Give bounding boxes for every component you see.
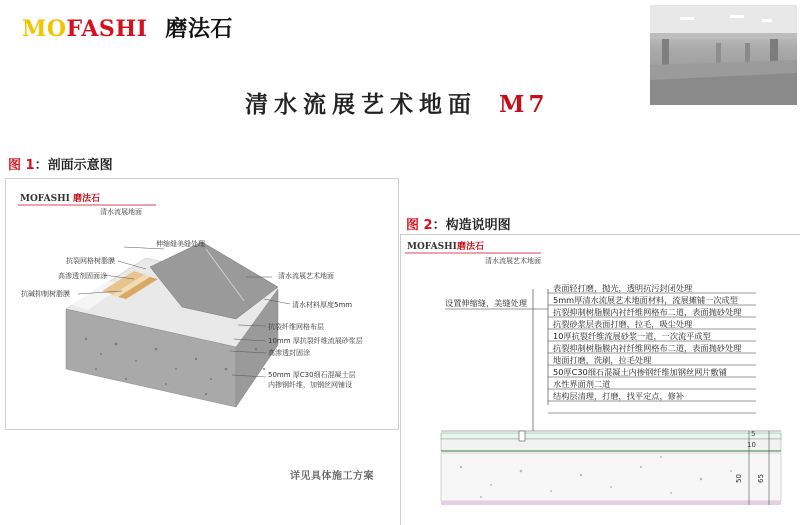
fig1-label bbox=[8, 154, 113, 173]
callout-thickness: 清水材料厚度5mm bbox=[292, 301, 353, 309]
callout-sealer: 高渗透剂固面涂 bbox=[58, 272, 107, 280]
layer-4: 抗裂砂浆层表面打磨，拉毛，吸尘处理 bbox=[553, 319, 693, 329]
fig1-label-text: ：剖面示意图 bbox=[34, 158, 113, 173]
dim-5: 5 bbox=[751, 430, 756, 438]
product-code: M7 bbox=[499, 91, 549, 118]
layer-2: 5mm厚清水流展艺术地面材料，流展摊铺一次成型 bbox=[553, 295, 738, 305]
fig2-label-text: ：构造说明图 bbox=[432, 218, 511, 233]
fig1-subtitle: 清水流展地面 bbox=[100, 208, 142, 216]
layer-8: 50厚C30细石混凝土内掺钢纤维加钢丝网片敷铺 bbox=[553, 367, 727, 377]
fig1-label-number: 图 1 bbox=[8, 158, 35, 173]
brand-fashi: FASHI bbox=[66, 16, 148, 42]
layer-10: 结构层清理，打磨，找平定点，修补 bbox=[553, 391, 685, 401]
dim-10: 10 bbox=[747, 441, 756, 449]
layer-9: 水性界面剂二道 bbox=[553, 379, 611, 389]
callout-penetrant: 高渗透封固涂 bbox=[268, 349, 310, 357]
fig1-brand-en: MOFASHI bbox=[20, 194, 70, 204]
brand-chinese: 磨法石 bbox=[165, 17, 233, 42]
brand-mo: MO bbox=[22, 16, 67, 42]
callout-resin-mesh: 抗裂网格树脂膜 bbox=[66, 257, 115, 265]
callout-base-1: 50mm 厚C30细石混凝土层 bbox=[268, 371, 356, 379]
callout-surface: 清水流展艺术地面 bbox=[278, 272, 334, 280]
fig2-label bbox=[406, 214, 511, 233]
callout-mesh-layer: 抗裂纤维网格布层 bbox=[268, 323, 324, 331]
page-title bbox=[245, 86, 548, 119]
dim-65: 65 bbox=[757, 474, 765, 483]
layer-5: 10厚抗裂纤维流展砂浆一道，一次流平成型 bbox=[553, 331, 711, 341]
fig1-brand-cn: 磨法石 bbox=[73, 194, 101, 204]
fig2-brand-en: MOFASHI bbox=[407, 242, 457, 252]
brand-logo bbox=[22, 12, 233, 43]
section-diagram bbox=[5, 178, 399, 430]
construction-diagram bbox=[400, 234, 800, 525]
dim-50: 50 bbox=[735, 474, 743, 483]
fig2-subtitle: 清水流展艺术地面 bbox=[485, 257, 541, 265]
callout-joint: 伸缩缝美缝处理 bbox=[156, 240, 205, 248]
callout-base-2: 内掺钢纤维，加钢丝网铺设 bbox=[268, 381, 352, 389]
fig2-label-number: 图 2 bbox=[406, 218, 433, 233]
layer-6: 抗裂抑制树脂膜内衬纤维网格布二道，表面抛砂处理 bbox=[553, 343, 742, 353]
see-plan-note: 详见具体施工方案 bbox=[290, 471, 374, 482]
layer-3: 抗裂抑制树脂膜内衬纤维网格布二道，表面抛砂处理 bbox=[553, 307, 742, 317]
layer-1: 表面轻打磨，抛光，透明抗污封闭处理 bbox=[553, 283, 693, 293]
callout-fiber-layer: 10mm 厚抗裂纤维流展砂浆层 bbox=[268, 337, 363, 345]
garage-floor-photo bbox=[650, 5, 797, 105]
page-title-text: 清水流展艺术地面 bbox=[245, 92, 477, 118]
layer-7: 地面打磨，洗刷，拉毛处理 bbox=[553, 355, 652, 365]
fig2-brand-cn: 磨法石 bbox=[457, 242, 485, 252]
joint-note: 设置伸缩缝，美缝处理 bbox=[445, 298, 527, 308]
callout-alkali: 抗碱抑制树脂膜 bbox=[21, 290, 70, 298]
